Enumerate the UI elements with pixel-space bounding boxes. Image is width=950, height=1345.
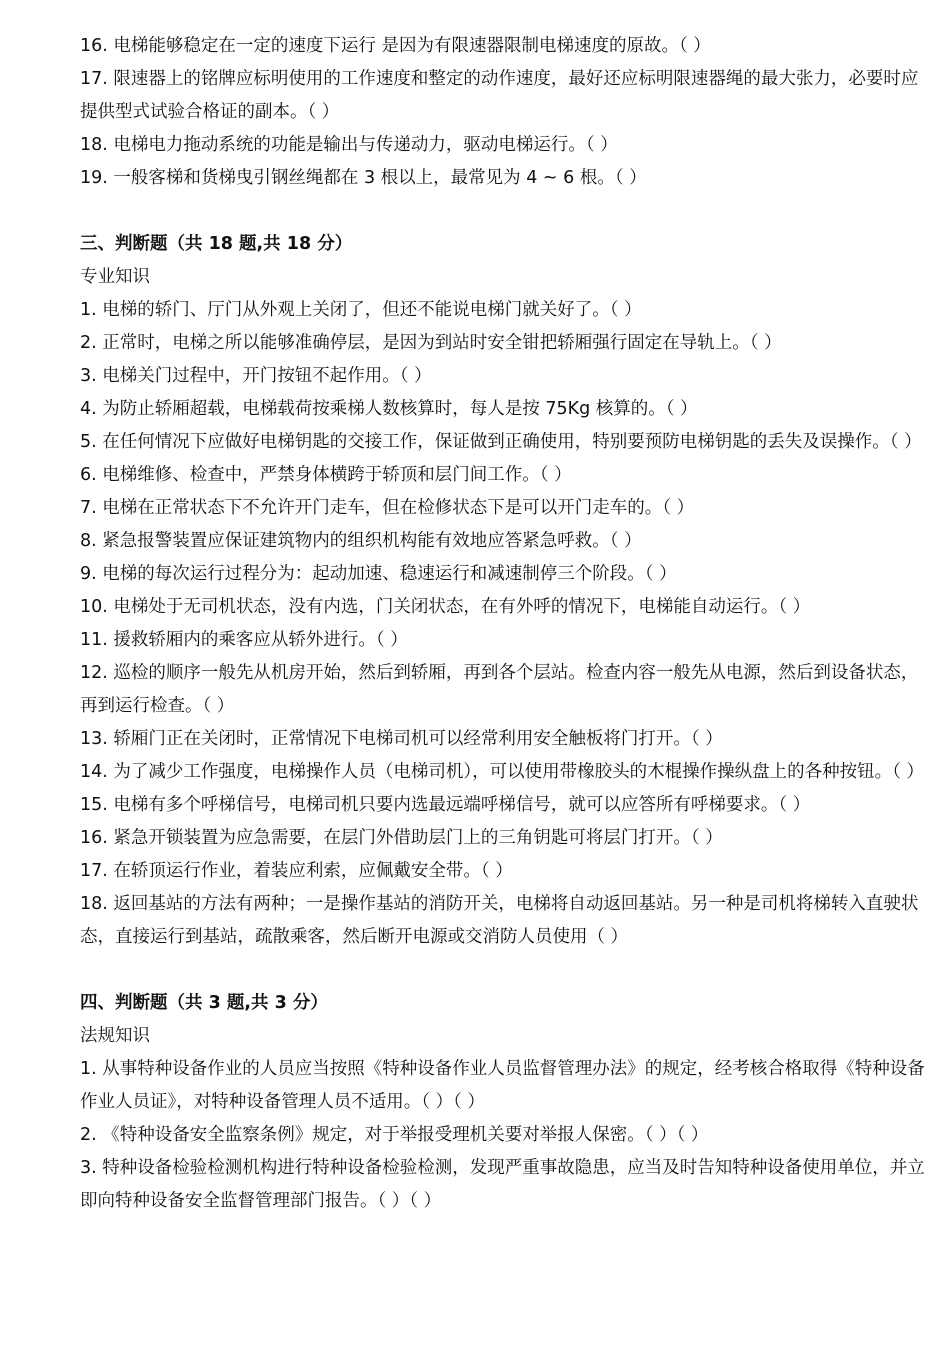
question-item: 3. 特种设备检验检测机构进行特种设备检验检测，发现严重事故隐患，应当及时告知特种设备使用单位，并立即向特种设备安全监督管理部门报告。（ ）（ ） [80, 1158, 925, 1211]
question-item: 3. 电梯关门过程中，开门按钮不起作用。（ ） [80, 366, 432, 386]
question-item: 7. 电梯在正常状态下不允许开门走车，但在检修状态下是可以开门走车的。（ ） [80, 498, 695, 518]
question-item: 10. 电梯处于无司机状态，没有内选，门关闭状态，在有外呼的情况下，电梯能自动运行。（ ） [80, 597, 811, 617]
question-item: 15. 电梯有多个呼梯信号，电梯司机只要内选最远端呼梯信号，就可以应答所有呼梯要求。（ ） [80, 795, 811, 815]
question-item: 2. 正常时，电梯之所以能够准确停层，是因为到站时安全钳把轿厢强行固定在导轨上。（ ） [80, 333, 782, 353]
question-item: 1. 从事特种设备作业的人员应当按照《特种设备作业人员监督管理办法》的规定，经考核合格取得《特种设备作业人员证》，对特种设备管理人员不适用。（ ）（ ） [80, 1059, 925, 1112]
section-spacer [80, 195, 925, 228]
section-title: 三、判断题（共 18 题,共 18 分） [80, 234, 353, 254]
question-item: 18. 返回基站的方法有两种；一是操作基站的消防开关，电梯将自动返回基站。另一种是司机将梯转入直驶状态，直接运行到基站，疏散乘客，然后断开电源或交消防人员使用（ ） [80, 894, 919, 947]
question-item: 1. 电梯的轿门、厅门从外观上关闭了，但还不能说电梯门就关好了。（ ） [80, 300, 642, 320]
question-item: 6. 电梯维修、检查中，严禁身体横跨于轿顶和层门间工作。（ ） [80, 465, 572, 485]
question-item: 19. 一般客梯和货梯曳引钢丝绳都在 3 根以上，最常见为 4 ~ 6 根。（ ） [80, 168, 647, 188]
question-item: 8. 紧急报警装置应保证建筑物内的组织机构能有效地应答紧急呼救。（ ） [80, 531, 642, 551]
question-item: 17. 限速器上的铭牌应标明使用的工作速度和整定的动作速度，最好还应标明限速器绳的最大张力，必要时应提供型式试验合格证的副本。（ ） [80, 69, 919, 122]
section-title: 四、判断题（共 3 题,共 3 分） [80, 993, 328, 1013]
question-item: 16. 紧急开锁装置为应急需要，在层门外借助层门上的三角钥匙可将层门打开。（ ） [80, 828, 723, 848]
section-three [80, 228, 925, 954]
question-item: 2. 《特种设备安全监察条例》规定，对于举报受理机关要对举报人保密。（ ）（ ） [80, 1125, 709, 1145]
intro-question-list [80, 30, 925, 195]
section-spacer [80, 954, 925, 987]
question-item: 12. 巡检的顺序一般先从机房开始，然后到轿厢，再到各个层站。检查内容一般先从电源，然后到设备状态，再到运行检查。（ ） [80, 663, 919, 716]
question-item: 5. 在任何情况下应做好电梯钥匙的交接工作，保证做到正确使用，特别要预防电梯钥匙的丢失及误操作。（ ） [80, 432, 922, 452]
question-item: 17. 在轿顶运行作业，着装应利索，应佩戴安全带。（ ） [80, 861, 513, 881]
question-item: 9. 电梯的每次运行过程分为：起动加速、稳速运行和减速制停三个阶段。（ ） [80, 564, 677, 584]
question-item: 11. 援救轿厢内的乘客应从轿外进行。（ ） [80, 630, 408, 650]
section-subtitle: 专业知识 [80, 267, 150, 287]
question-item: 14. 为了减少工作强度，电梯操作人员（电梯司机），可以使用带橡胶头的木棍操作操纵盘上的各种按钮。（ ） [80, 762, 924, 782]
question-item: 16. 电梯能够稳定在一定的速度下运行 是因为有限速器限制电梯速度的原故。（ ） [80, 36, 711, 56]
document-page [80, 30, 925, 1218]
question-item: 13. 轿厢门正在关闭时，正常情况下电梯司机可以经常利用安全触板将门打开。（ ） [80, 729, 723, 749]
section-subtitle: 法规知识 [80, 1026, 150, 1046]
question-item: 18. 电梯电力拖动系统的功能是输出与传递动力，驱动电梯运行。（ ） [80, 135, 618, 155]
section-four [80, 987, 925, 1218]
question-item: 4. 为防止轿厢超载，电梯载荷按乘梯人数核算时，每人是按 75Kg 核算的。（ ） [80, 399, 698, 419]
